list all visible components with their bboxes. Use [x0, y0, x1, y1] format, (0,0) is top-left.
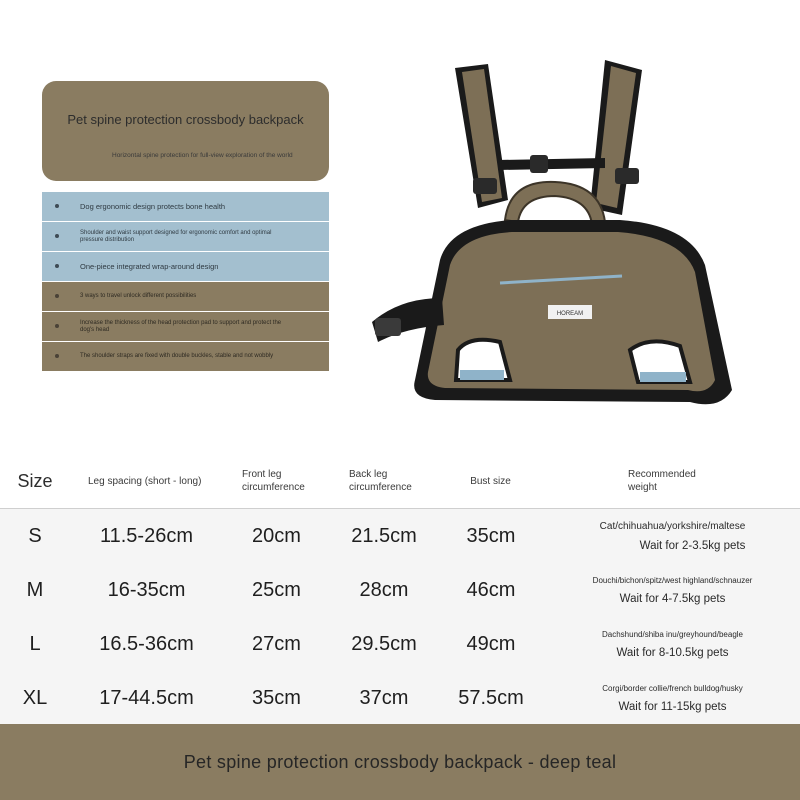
breeds-text: Cat/chihuahua/yorkshire/maltese [599, 520, 746, 532]
buckle-icon [530, 155, 548, 173]
breeds-text: Dachshund/shiba inu/greyhound/beagle [602, 629, 743, 639]
header-front-leg: Front leg circumference [242, 469, 305, 493]
weight-text: Wait for 4-7.5kg pets [619, 592, 726, 605]
bullet-icon [55, 324, 59, 328]
header-recommended: Recommended weight [628, 469, 696, 493]
bust-cell: 49cm [466, 632, 516, 655]
feature-item [42, 252, 329, 281]
buckle-icon [615, 168, 639, 184]
feature-item [42, 192, 329, 221]
feature-text: One-piece integrated wrap-around design [80, 261, 219, 271]
feature-item [42, 282, 329, 311]
feature-text: 3 ways to travel unlock different possibilities [80, 293, 197, 299]
header-bust: Bust size [470, 475, 511, 487]
bullet-icon [55, 264, 59, 268]
size-cell: L [29, 632, 41, 655]
table-row [0, 671, 800, 725]
bullet-icon [55, 234, 59, 238]
header-back-leg: Back leg circumference [349, 469, 412, 493]
leg-spacing-cell: 16-35cm [107, 578, 186, 601]
recommended-cell [545, 563, 800, 617]
back-leg-cell: 29.5cm [351, 632, 417, 655]
bust-cell: 57.5cm [458, 686, 524, 709]
breeds-text: Corgi/border collie/french bulldog/husky [602, 683, 743, 693]
carry-handle [505, 182, 605, 224]
bullet-icon [55, 354, 59, 358]
front-leg-cell: 20cm [252, 524, 301, 547]
size-cell: M [26, 578, 44, 601]
weight-text: Wait for 11-15kg pets [618, 700, 727, 713]
feature-text: Dog ergonomic design protects bone health [80, 201, 226, 211]
recommended-cell [545, 617, 800, 671]
bullet-icon [55, 204, 59, 208]
front-leg-cell: 25cm [252, 578, 301, 601]
front-leg-cell: 35cm [252, 686, 301, 709]
recommended-cell [545, 509, 800, 563]
weight-text: Wait for 2-3.5kg pets [639, 539, 746, 552]
feature-text: Shoulder and waist support designed for ergonomic comfort and optimal pressure distribution [80, 229, 272, 243]
bust-cell: 35cm [466, 524, 516, 547]
bust-cell: 46cm [466, 578, 516, 601]
leg-pad [460, 370, 504, 380]
footer-text: Pet spine protection crossbody backpack - deep teal [183, 751, 617, 772]
table-header-row [0, 454, 800, 508]
feature-text: The shoulder straps are fixed with double buckles, stable and not wobbly [80, 353, 274, 359]
footer-banner [0, 724, 800, 800]
leg-spacing-cell: 16.5-36cm [99, 632, 194, 655]
feature-text: Increase the thickness of the head protection pad to support and protect the dog's head [80, 319, 282, 333]
product-subtitle: Horizontal spine protection for full-view exploration of the world [112, 152, 293, 159]
feature-list [42, 192, 329, 372]
size-cell: S [28, 524, 42, 547]
size-table [0, 454, 800, 724]
brand-label-text: HOREAM [556, 311, 584, 317]
size-cell: XL [22, 686, 48, 709]
table-row [0, 617, 800, 671]
leg-spacing-cell: 11.5-26cm [99, 524, 193, 547]
table-row [0, 509, 800, 563]
chest-strap [498, 158, 605, 170]
leg-spacing-cell: 17-44.5cm [99, 686, 194, 709]
front-leg-cell: 27cm [252, 632, 301, 655]
back-leg-cell: 21.5cm [351, 524, 417, 547]
header-leg-spacing: Leg spacing (short - long) [88, 475, 202, 487]
title-card [42, 81, 329, 181]
bullet-icon [55, 294, 59, 298]
feature-item [42, 312, 329, 341]
leg-pad [640, 372, 686, 382]
buckle-icon [473, 178, 497, 194]
recommended-cell [545, 671, 800, 725]
table-row [0, 563, 800, 617]
breeds-text: Douchi/bichon/spitz/west highland/schnauzer [592, 575, 753, 585]
product-image [360, 50, 760, 420]
feature-item [42, 342, 329, 371]
feature-item [42, 222, 329, 251]
header-size: Size [17, 470, 53, 491]
weight-text: Wait for 8-10.5kg pets [616, 646, 729, 659]
back-leg-cell: 37cm [359, 686, 409, 709]
buckle-icon [375, 318, 401, 336]
product-title: Pet spine protection crossbody backpack [67, 112, 304, 127]
back-leg-cell: 28cm [359, 578, 409, 601]
